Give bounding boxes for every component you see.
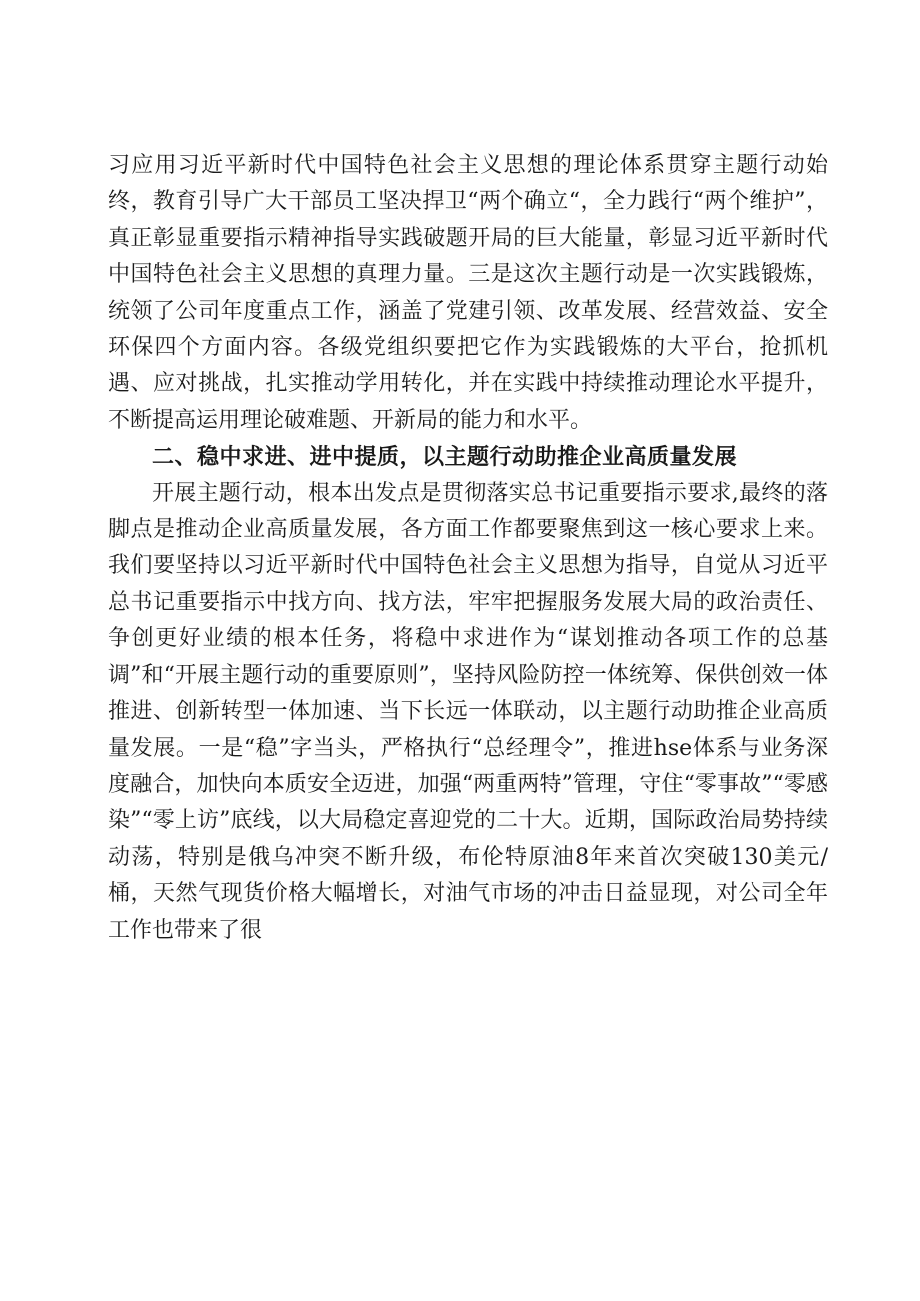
document-body — [108, 148, 828, 949]
body-paragraph: 习应用习近平新时代中国特色社会主义思想的理论体系贯穿主题行动始终，教育引导广大干部员工坚决捍卫“两个确立“，全力践行“两个维护”，真正彰显重要指示精神指导实践破题开局的巨大能量，彰显习近平新时代中国特色社会主义思想的真理力量。三是这次主题行动是一次实践锻炼，统领了公司年度重点工作，涵盖了党建引领、改革发展、经营效益、安全环保四个方面内容。各级党组织要把它作为实践锻炼的大平台，抢抓机遇、应对挑战，扎实推动学用转化，并在实践中持续推动理论水平提升，不断提高运用理论破难题、开新局的能力和水平。 — [108, 153, 828, 433]
section-heading: 二、稳中求进、进中提质，以主题行动助推企业高质量发展 — [152, 444, 738, 471]
body-paragraph: 开展主题行动，根本出发点是贯彻落实总书记重要指示要求,最终的落脚点是推动企业高质量发展，各方面工作都要聚焦到这一核心要求上来。我们要坚持以习近平新时代中国特色社会主义思想为指导，自觉从习近平总书记重要指示中找方向、找方法，牢牢把握服务发展大局的政治责任、争创更好业绩的根本任务，将稳中求进作为“谋划推动各项工作的总基调”和“开展主题行动的重要原则”，坚持风险防控一体统筹、保供创效一体推进、创新转型一体加速、当下长远一体联动，以主题行动助推企业高质量发展。一是“稳”字当头，严格执行“总经理令”，推进hse体系与业务深度融合，加快向本质安全迈进，加强“两重两特”管理，守住“零事故”“零感染”“零上访”底线，以大局稳定喜迎党的二十大。近期，国际政治局势持续动荡，特别是俄乌冲突不断升级，布伦特原油8年来首次突破130美元/桶，天然气现货价格大幅增长，对油气市场的冲击日益显现，对公司全年工作也带来了很 — [108, 480, 828, 943]
